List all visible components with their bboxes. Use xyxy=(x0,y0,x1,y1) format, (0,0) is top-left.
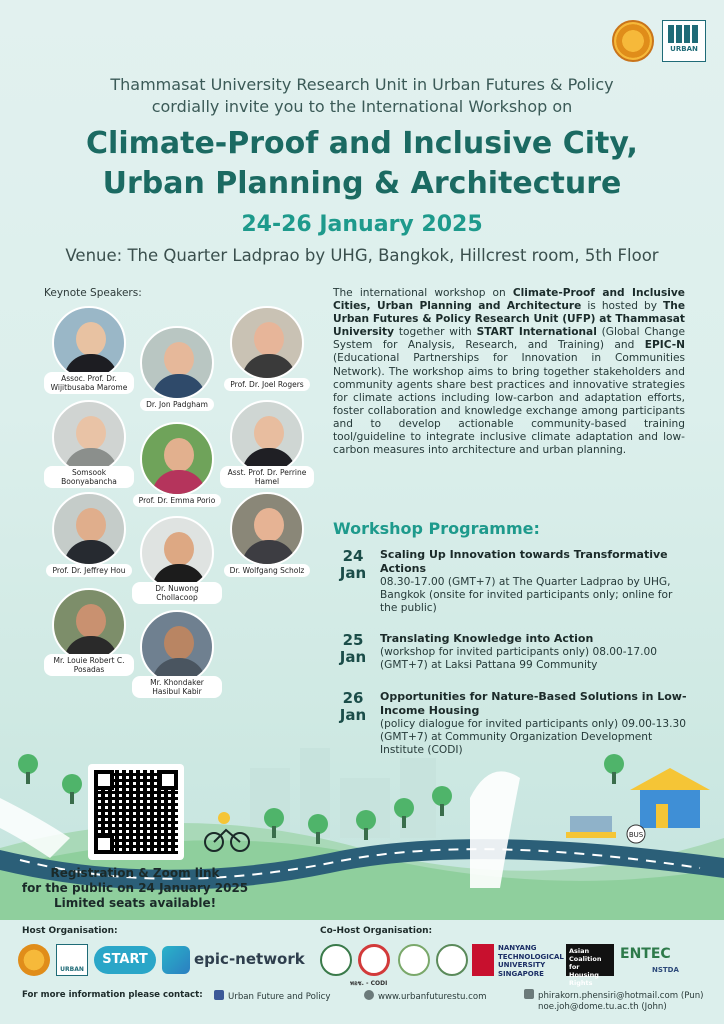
programme-day xyxy=(333,548,693,624)
speaker-card xyxy=(44,492,134,577)
workshop-description: The international workshop on Climate-Proof and Inclusive Cities, Urban Planning and Architecture is hosted by The Urban Futures & Policy Research Unit (UFP) at Thammasat University together with START International (Global Change System for Analysis, Research, and Training) and EPIC-N (Educational Partnerships for Innovation in Communities Network). The workshop aims to bring together stakeholders and community agents share best practices and innovative strategies for climate actions including low-carbon and adaptation efforts, foster collaboration and knowledge exchange among participants and to develop actionable community-based training tool/guideline to integrate inclusive climate adaptation and low-carbon measures into architecture and urban planning. xyxy=(333,287,685,457)
speaker-card xyxy=(44,400,134,488)
contact-label: For more information please contact: xyxy=(22,990,203,1000)
facebook-contact[interactable]: Urban Future and Policy xyxy=(214,990,330,1002)
workshop-title xyxy=(0,124,724,204)
programme-title: Workshop Programme: xyxy=(333,519,540,538)
speaker-card xyxy=(44,306,134,394)
speaker-name: Mr. Louie Robert C. Posadas xyxy=(44,654,134,676)
speaker-photo xyxy=(230,306,304,380)
entec-logo: ENTEC xyxy=(620,946,671,962)
speaker-card xyxy=(132,326,222,411)
day-detail: (workshop for invited participants only) 08.00-17.00 (GMT+7) at Laksi Pattana 99 Community xyxy=(380,646,657,671)
epic-network-logo-icon xyxy=(162,946,190,974)
speaker-name: Asst. Prof. Dr. Perrine Hamel xyxy=(220,466,314,488)
globe-icon xyxy=(364,990,374,1000)
speaker-name: Somsook Boonyabancha xyxy=(44,466,134,488)
facebook-icon xyxy=(214,990,224,1000)
speaker-card xyxy=(44,588,134,676)
programme-day xyxy=(333,632,693,680)
email-contact[interactable]: phirakorn.phensiri@hotmail.com (Pun) noe.joh@dome.tu.ac.th (John) xyxy=(524,989,704,1013)
title-line-1: Climate-Proof and Inclusive City, xyxy=(86,126,638,161)
cohost-seal-3-icon xyxy=(436,944,468,976)
website-link[interactable]: www.urbanfuturestu.com xyxy=(364,990,486,1002)
speaker-name: Assoc. Prof. Dr. Wijitbusaba Marome xyxy=(44,372,134,394)
urban-host-logo: URBAN xyxy=(56,944,88,976)
keynote-label: Keynote Speakers: xyxy=(44,287,142,299)
speaker-photo xyxy=(140,422,214,496)
speaker-photo xyxy=(230,492,304,566)
title-line-2: Urban Planning & Architecture xyxy=(102,166,622,201)
intro-line-1: Thammasat University Research Unit in Urban Futures & Policy xyxy=(110,75,614,94)
email-icon xyxy=(524,989,534,999)
speaker-name: Dr. Nuwong Chollacoop xyxy=(132,582,222,604)
cohost-label: Co-Host Organisation: xyxy=(320,926,433,936)
speaker-card xyxy=(220,306,314,391)
achr-logo: Asian Coalition for Housing Rights xyxy=(566,944,614,976)
day-detail: (policy dialogue for invited participants only) 09.00-13.30 (GMT+7) at Community Organization Development Institute (CODI) xyxy=(380,718,686,756)
workshop-dates: 24-26 January 2025 xyxy=(241,212,483,237)
speaker-name: Prof. Dr. Joel Rogers xyxy=(224,378,309,391)
speaker-photo xyxy=(52,306,126,380)
nstda-logo: NSTDA xyxy=(652,966,679,974)
day-detail: 08.30-17.00 (GMT+7) at The Quarter Ladprao by UHG, Bangkok (onsite for invited participants only; online for the public) xyxy=(380,576,673,614)
day-date: 26 Jan xyxy=(339,689,367,724)
host-label: Host Organisation: xyxy=(22,926,118,936)
codi-logo-icon xyxy=(358,944,390,976)
speaker-card xyxy=(132,610,222,698)
start-logo: START xyxy=(94,946,156,974)
registration-note: Registration & Zoom link for the public on 24 January 2025 Limited seats available! xyxy=(21,866,249,910)
day-title: Scaling Up Innovation towards Transformative Actions xyxy=(380,548,668,575)
intro-line-2: cordially invite you to the International Workshop on xyxy=(151,97,573,116)
workshop-venue: Venue: The Quarter Ladprao by UHG, Bangkok, Hillcrest room, 5th Floor xyxy=(65,246,659,265)
ntu-crest-icon xyxy=(472,944,494,976)
speaker-name: Dr. Wolfgang Scholz xyxy=(224,564,311,577)
speaker-photo xyxy=(52,400,126,474)
urban-research-logo: URBAN xyxy=(662,20,706,62)
cohost-seal-2-icon xyxy=(398,944,430,976)
day-date: 25 Jan xyxy=(339,631,367,666)
speaker-photo xyxy=(140,610,214,684)
thammasat-logo-icon xyxy=(612,20,654,62)
day-title: Opportunities for Nature-Based Solutions in Low-Income Housing xyxy=(380,690,687,717)
intro-text xyxy=(0,74,724,118)
codi-logo-text: พอช. - CODI xyxy=(350,980,388,987)
speaker-photo xyxy=(140,516,214,590)
speaker-card xyxy=(220,492,314,577)
speaker-name: Mr. Khondaker Hasibul Kabir xyxy=(132,676,222,698)
speaker-photo xyxy=(140,326,214,400)
speaker-photo xyxy=(52,588,126,662)
day-title: Translating Knowledge into Action xyxy=(380,632,594,645)
speaker-photo xyxy=(230,400,304,474)
speaker-card xyxy=(132,516,222,604)
registration-qr-code[interactable] xyxy=(88,764,184,860)
ntu-logo-text: NANYANG TECHNOLOGICAL UNIVERSITY SINGAPORE xyxy=(498,944,564,978)
cohost-seal-icon xyxy=(320,944,352,976)
thammasat-host-logo-icon xyxy=(18,944,50,976)
speaker-card xyxy=(132,422,222,507)
speaker-name: Prof. Dr. Jeffrey Hou xyxy=(46,564,131,577)
epic-network-logo: epic-network xyxy=(194,950,305,968)
qr-code-icon xyxy=(94,770,178,854)
speaker-photo xyxy=(52,492,126,566)
speaker-name: Prof. Dr. Emma Porio xyxy=(133,494,222,507)
bus-sign: BUS xyxy=(628,831,644,839)
speaker-card xyxy=(220,400,314,488)
speaker-name: Dr. Jon Padgham xyxy=(140,398,214,411)
day-date: 24 Jan xyxy=(339,547,367,582)
